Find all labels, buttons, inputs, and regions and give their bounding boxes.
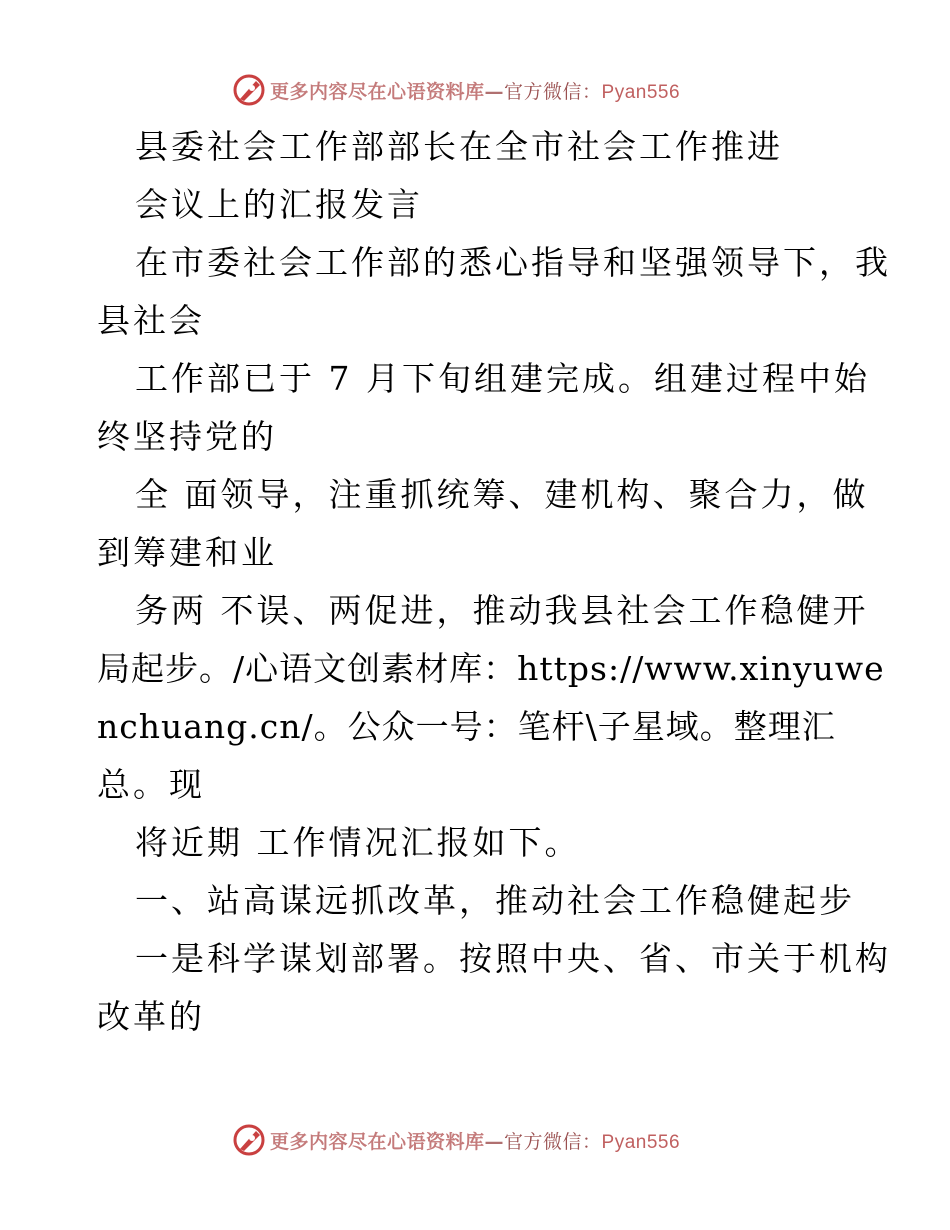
pen-logo-icon bbox=[232, 73, 266, 107]
paragraph-line: 改革的 bbox=[97, 997, 205, 1036]
paragraph-line: 局起步。/心语文创素材库：https://www.xinyuwe bbox=[97, 649, 885, 688]
banner-wechat-label: 官方微信： bbox=[504, 80, 602, 103]
paragraph-line: 一是科学谋划部署。按照中央、省、市关于机构 bbox=[135, 939, 891, 978]
paragraph-line: 终坚持党的 bbox=[97, 417, 277, 456]
paragraph-line: 在市委社会工作部的悉心指导和坚强领导下，我 bbox=[135, 243, 891, 282]
paragraph-line: 县社会 bbox=[97, 301, 205, 340]
paragraph-line: 将近期 工作情况汇报如下。 bbox=[135, 823, 581, 862]
banner-site-text: 更多内容尽在心语资料库 bbox=[270, 1130, 485, 1153]
paragraph-line: 总。现 bbox=[97, 765, 205, 804]
banner-wechat-id: Pyan556 bbox=[601, 81, 681, 103]
pen-logo-icon bbox=[232, 1123, 266, 1157]
banner-dash: — bbox=[484, 80, 505, 103]
document-title-line-2: 会议上的汇报发言 bbox=[135, 185, 423, 224]
banner-wechat-label: 官方微信： bbox=[504, 1130, 602, 1153]
paragraph-line: 工作部已于 7 月下旬组建完成。组建过程中始 bbox=[135, 359, 870, 398]
header-watermark-banner bbox=[0, 70, 950, 110]
paragraph-line: 务两 不误、两促进，推动我县社会工作稳健开 bbox=[135, 591, 869, 630]
section-heading: 一、站高谋远抓改革，推动社会工作稳健起步 bbox=[135, 881, 855, 920]
banner-wechat-id: Pyan556 bbox=[601, 1131, 681, 1153]
paragraph-line: 全 面领导，注重抓统筹、建机构、聚合力，做 bbox=[135, 475, 869, 514]
document-title-line-1: 县委社会工作部部长在全市社会工作推进 bbox=[135, 127, 783, 166]
footer-watermark-banner bbox=[0, 1120, 950, 1160]
paragraph-line: nchuang.cn/。公众一号：笔杆\子星域。整理汇 bbox=[97, 707, 836, 746]
banner-site-text: 更多内容尽在心语资料库 bbox=[270, 80, 485, 103]
banner-dash: — bbox=[484, 1130, 505, 1153]
paragraph-line: 到筹建和业 bbox=[97, 533, 277, 572]
